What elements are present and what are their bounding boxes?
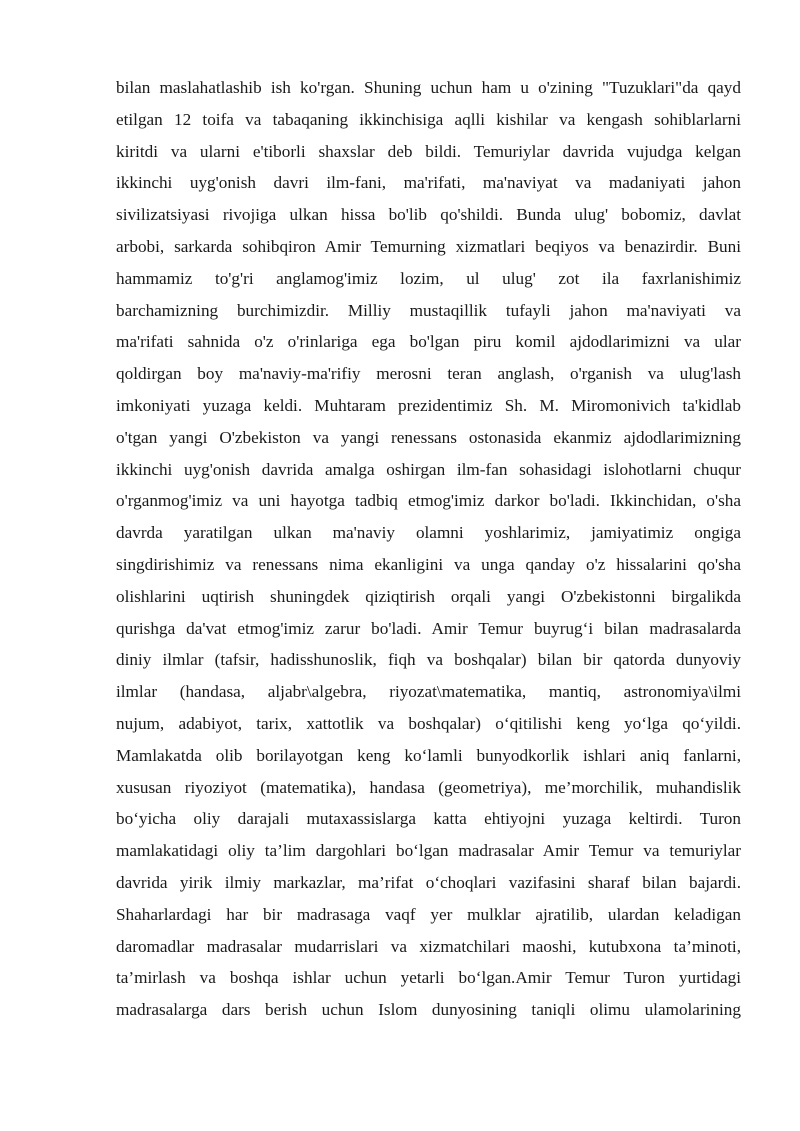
text-line: qurishga da'vat etmog'imiz zarur bo'ladi. Amir Temur buyrug‘i bilan madrasalarda bbox=[116, 618, 741, 638]
text-line: davrida yirik ilmiy markazlar, ma’rifat o‘choqlari vazifasini sharaf bilan bajardi. bbox=[116, 872, 741, 892]
text-line: o'tgan yangi O'zbekiston va yangi renessans ostonasida ekanmiz ajdodlarimizning bbox=[116, 427, 741, 447]
text-line: arbobi, sarkarda sohibqiron Amir Temurning xizmatlari beqiyos va benazirdir. Buni bbox=[116, 236, 741, 256]
text-line: sivilizatsiyasi rivojiga ulkan hissa bo'lib qo'shildi. Bunda ulug' bobomiz, davlat bbox=[116, 205, 741, 225]
text-line: ikkinchi uyg'onish davrida amalga oshirgan ilm-fan sohasidagi islohotlarni chuqur bbox=[116, 459, 741, 479]
text-line: ikkinchi uyg'onish davri ilm-fani, ma'rifati, ma'naviyat va madaniyati jahon bbox=[116, 173, 741, 193]
text-line: bo‘yicha oliy darajali mutaxassislarga katta ehtiyojni yuzaga keltirdi. Turon bbox=[116, 809, 741, 829]
text-line: o'rganmog'imiz va uni hayotga tadbiq etmog'imiz darkor bo'ladi. Ikkinchidan, o'sha bbox=[116, 491, 741, 511]
text-line: singdirishimiz va renessans nima ekanligini va unga qanday o'z hissalarini qo'sha bbox=[116, 554, 741, 574]
text-line: etilgan 12 toifa va tabaqaning ikkinchisiga aqlli kishilar va kengash sohiblarlarni bbox=[116, 109, 741, 129]
text-line: barchamizning burchimizdir. Milliy mustaqillik tufayli jahon ma'naviyati va bbox=[116, 300, 741, 320]
text-line: Shaharlardagi har bir madrasaga vaqf yer mulklar ajratilib, ulardan keladigan bbox=[116, 904, 741, 924]
text-line: ma'rifati sahnida o'z o'rinlariga ega bo'lgan piru komil ajdodlarimizni va ular bbox=[116, 332, 741, 352]
text-line: ilmlar (handasa, aljabr\algebra, riyozat\matematika, mantiq, astronomiya\ilmi bbox=[116, 682, 741, 702]
text-line: xususan riyoziyot (matematika), handasa (geometriya), me’morchilik, muhandislik bbox=[116, 777, 741, 797]
text-line: kiritdi va ularni e'tiborli shaxslar deb bildi. Temuriylar davrida vujudga kelgan bbox=[116, 141, 741, 161]
text-line: diniy ilmlar (tafsir, hadisshunoslik, fiqh va boshqalar) bilan bir qatorda dunyoviy bbox=[116, 650, 741, 670]
text-line: davrda yaratilgan ulkan ma'naviy olamni yoshlarimiz, jamiyatimiz ongiga bbox=[116, 523, 741, 543]
text-line: daromadlar madrasalar mudarrislari va xizmatchilari maoshi, kutubxona ta’minoti, bbox=[116, 936, 741, 956]
text-line: qoldirgan boy ma'naviy-ma'rifiy merosni teran anglash, o'rganish va ulug'lash bbox=[116, 364, 741, 384]
text-line: olishlarini uqtirish shuningdek qiziqtirish orqali yangi O'zbekistonni birgalikda bbox=[116, 586, 741, 606]
text-line: madrasalarga dars berish uchun Islom dunyosining taniqli olimu ulamolarining bbox=[116, 1000, 741, 1020]
text-line: imkoniyati yuzaga keldi. Muhtaram prezidentimiz Sh. M. Miromonivich ta'kidlab bbox=[116, 395, 741, 415]
text-line: hammamiz to'g'ri anglamog'imiz lozim, ul ulug' zot ila faxrlanishimiz bbox=[116, 268, 741, 288]
text-line: mamlakatidagi oliy ta’lim dargohlari bo‘lgan madrasalar Amir Temur va temuriylar bbox=[116, 841, 741, 861]
text-line: Mamlakatda olib borilayotgan keng ko‘lamli bunyodkorlik ishlari aniq fanlarni, bbox=[116, 745, 741, 765]
text-line: nujum, adabiyot, tarix, xattotlik va boshqalar) o‘qitilishi keng yo‘lga qo‘yildi. bbox=[116, 713, 741, 733]
text-line: ta’mirlash va boshqa ishlar uchun yetarli bo‘lgan.Amir Temur Turon yurtidagi bbox=[116, 968, 741, 988]
body-text bbox=[116, 72, 741, 1026]
text-line: bilan maslahatlashib ish ko'rgan. Shuning uchun ham u o'zining "Tuzuklari"da qayd bbox=[116, 78, 741, 97]
